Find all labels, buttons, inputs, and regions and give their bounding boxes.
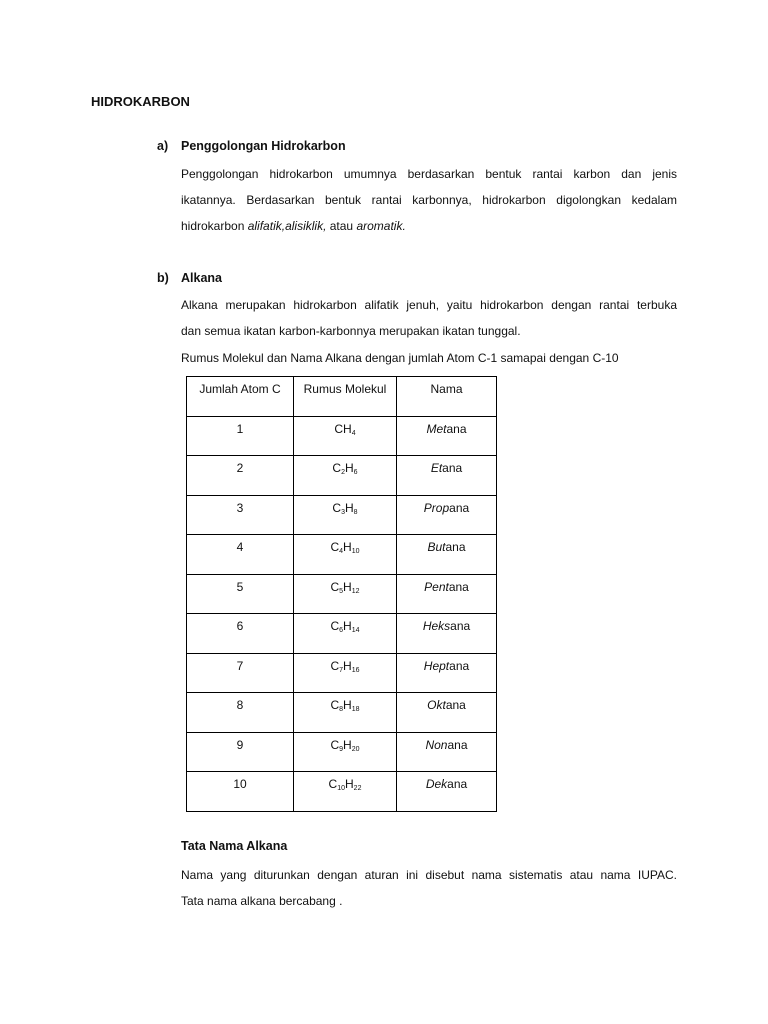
- cell-formula: [294, 574, 397, 614]
- table-row: [187, 416, 497, 456]
- cell-formula: [294, 416, 397, 456]
- header-rumus-molekul: Rumus Molekul: [294, 377, 397, 417]
- cell-formula: [294, 614, 397, 654]
- cell-formula: [294, 732, 397, 772]
- cell-formula: [294, 653, 397, 693]
- table-row: [187, 456, 497, 496]
- section-b-marker: b): [157, 271, 169, 285]
- name-prefix: Pent: [424, 579, 449, 594]
- formula-c-subscript: 2: [341, 469, 345, 476]
- cell-formula: [294, 495, 397, 535]
- formula-c-subscript: 6: [339, 627, 344, 634]
- table-row: [187, 495, 497, 535]
- section-b-heading: [157, 271, 222, 285]
- formula-h-subscript: 16: [351, 666, 360, 674]
- name-prefix: Hept: [423, 658, 450, 673]
- cell-name: [397, 456, 497, 496]
- name-prefix: Non: [425, 737, 448, 752]
- tata-nama-heading: Tata Nama Alkana: [181, 839, 288, 853]
- cell-name: [397, 416, 497, 456]
- table-row: [187, 772, 497, 812]
- header-nama: Nama: [397, 377, 497, 417]
- formula-h: H: [343, 658, 352, 673]
- formula-c-subscript: 10: [337, 785, 345, 792]
- name-prefix: Prop: [423, 500, 450, 515]
- name-prefix: Heks: [422, 619, 451, 633]
- formula-c-subscript: 3: [341, 508, 345, 516]
- section-b-title: Alkana: [181, 271, 222, 285]
- name-suffix: ana: [449, 658, 470, 673]
- formula-h: H: [345, 777, 354, 791]
- section-a-heading: [157, 139, 346, 153]
- cell-formula: [294, 772, 397, 812]
- table-row: [187, 574, 497, 614]
- formula-h-subscript: 12: [351, 587, 360, 595]
- tata-nama-paragraph: [181, 862, 677, 914]
- name-prefix: Okt: [427, 698, 446, 712]
- cell-atom-count: 10: [187, 772, 294, 812]
- formula-h-subscript: 10: [351, 548, 360, 555]
- formula-h-subscript: 22: [353, 785, 362, 792]
- section-a-line-3-start: hidrokarbon: [181, 219, 248, 233]
- formula-c: C: [330, 658, 340, 673]
- formula-c: CH: [334, 421, 352, 436]
- section-b-line-1: Alkana merupakan hidrokarbon alifatik jenuh, yaitu hidrokarbon dengan rantai terbuka: [181, 298, 677, 312]
- table-row: [187, 732, 497, 772]
- term-aromatik: aromatik.: [356, 219, 406, 233]
- formula-c-subscript: 7: [339, 666, 344, 674]
- term-alifatik-alisiklik: alifatik,alisiklik,: [247, 219, 327, 233]
- formula-h: H: [345, 461, 354, 475]
- formula-c-subscript: 4: [339, 548, 344, 555]
- name-suffix: ana: [442, 461, 463, 475]
- name-suffix: ana: [447, 737, 468, 752]
- section-a-line-1: Penggolongan hidrokarbon umumnya berdasarkan bentuk rantai karbon dan jenis: [181, 167, 677, 181]
- cell-formula: [294, 535, 397, 575]
- formula-h: H: [343, 579, 352, 594]
- cell-atom-count: 8: [187, 693, 294, 733]
- formula-c: C: [328, 777, 338, 791]
- name-suffix: ana: [450, 619, 471, 633]
- formula-h-subscript: 18: [351, 706, 360, 713]
- formula-h: H: [343, 737, 352, 752]
- formula-h-subscript: 6: [353, 469, 358, 476]
- formula-h: H: [343, 619, 352, 633]
- formula-c: C: [332, 461, 342, 475]
- section-a-line-3: [181, 213, 677, 239]
- name-suffix: ana: [447, 777, 468, 791]
- name-suffix: ana: [445, 540, 466, 554]
- cell-atom-count: 7: [187, 653, 294, 693]
- formula-c-subscript: 5: [339, 587, 344, 595]
- section-a-marker: a): [157, 139, 169, 153]
- name-suffix: ana: [449, 500, 470, 515]
- table-row: [187, 535, 497, 575]
- formula-c: C: [332, 500, 342, 515]
- formula-c-subscript: 9: [339, 745, 344, 753]
- table-caption: Rumus Molekul dan Nama Alkana dengan jumlah Atom C-1 samapai dengan C-10: [181, 351, 619, 365]
- name-suffix: ana: [448, 579, 469, 594]
- formula-c-subscript: 4: [351, 429, 356, 437]
- formula-c: C: [330, 579, 340, 594]
- cell-name: [397, 653, 497, 693]
- name-prefix: Et: [430, 461, 443, 475]
- cell-name: [397, 693, 497, 733]
- cell-atom-count: 6: [187, 614, 294, 654]
- name-suffix: ana: [445, 698, 466, 712]
- section-b-paragraph: [181, 292, 677, 344]
- formula-c-subscript: 8: [339, 706, 344, 713]
- cell-name: [397, 772, 497, 812]
- name-prefix: Met: [426, 421, 447, 436]
- cell-atom-count: 4: [187, 535, 294, 575]
- table-row: [187, 614, 497, 654]
- section-a-line-2: ikatannya. Berdasarkan bentuk rantai karbonnya, hidrokarbon digolongkan kedalam: [181, 193, 677, 207]
- header-jumlah-atom: Jumlah Atom C: [187, 377, 294, 417]
- cell-atom-count: 9: [187, 732, 294, 772]
- formula-c: C: [330, 619, 340, 633]
- tata-nama-line-2: Tata nama alkana bercabang .: [181, 894, 343, 908]
- cell-name: [397, 574, 497, 614]
- formula-c: C: [330, 737, 340, 752]
- formula-c: C: [330, 540, 340, 554]
- cell-name: [397, 495, 497, 535]
- name-prefix: But: [427, 540, 446, 554]
- cell-atom-count: 3: [187, 495, 294, 535]
- formula-h-subscript: 20: [351, 745, 360, 753]
- cell-name: [397, 535, 497, 575]
- document-title: HIDROKARBON: [91, 94, 190, 109]
- name-suffix: ana: [446, 421, 467, 436]
- alkana-table: [186, 376, 497, 812]
- table-header-row: [187, 377, 497, 417]
- table-row: [187, 653, 497, 693]
- name-prefix: Dek: [425, 777, 448, 791]
- section-a-paragraph: [181, 161, 677, 239]
- section-a-line-3-mid: atau: [326, 219, 357, 233]
- table-row: [187, 693, 497, 733]
- cell-formula: [294, 456, 397, 496]
- cell-name: [397, 732, 497, 772]
- formula-h-subscript: 14: [351, 627, 360, 634]
- tata-nama-line-1: Nama yang diturunkan dengan aturan ini disebut nama sistematis atau nama IUPAC.: [181, 868, 677, 882]
- formula-h: H: [343, 540, 352, 554]
- formula-h: H: [345, 500, 354, 515]
- cell-name: [397, 614, 497, 654]
- section-b-line-2: dan semua ikatan karbon-karbonnya merupakan ikatan tunggal.: [181, 324, 521, 338]
- formula-h: H: [343, 698, 352, 712]
- cell-atom-count: 5: [187, 574, 294, 614]
- cell-atom-count: 1: [187, 416, 294, 456]
- cell-atom-count: 2: [187, 456, 294, 496]
- formula-c: C: [330, 698, 340, 712]
- formula-h-subscript: 8: [353, 508, 358, 516]
- table-body: [187, 416, 497, 811]
- cell-formula: [294, 693, 397, 733]
- section-a-title: Penggolongan Hidrokarbon: [181, 139, 346, 153]
